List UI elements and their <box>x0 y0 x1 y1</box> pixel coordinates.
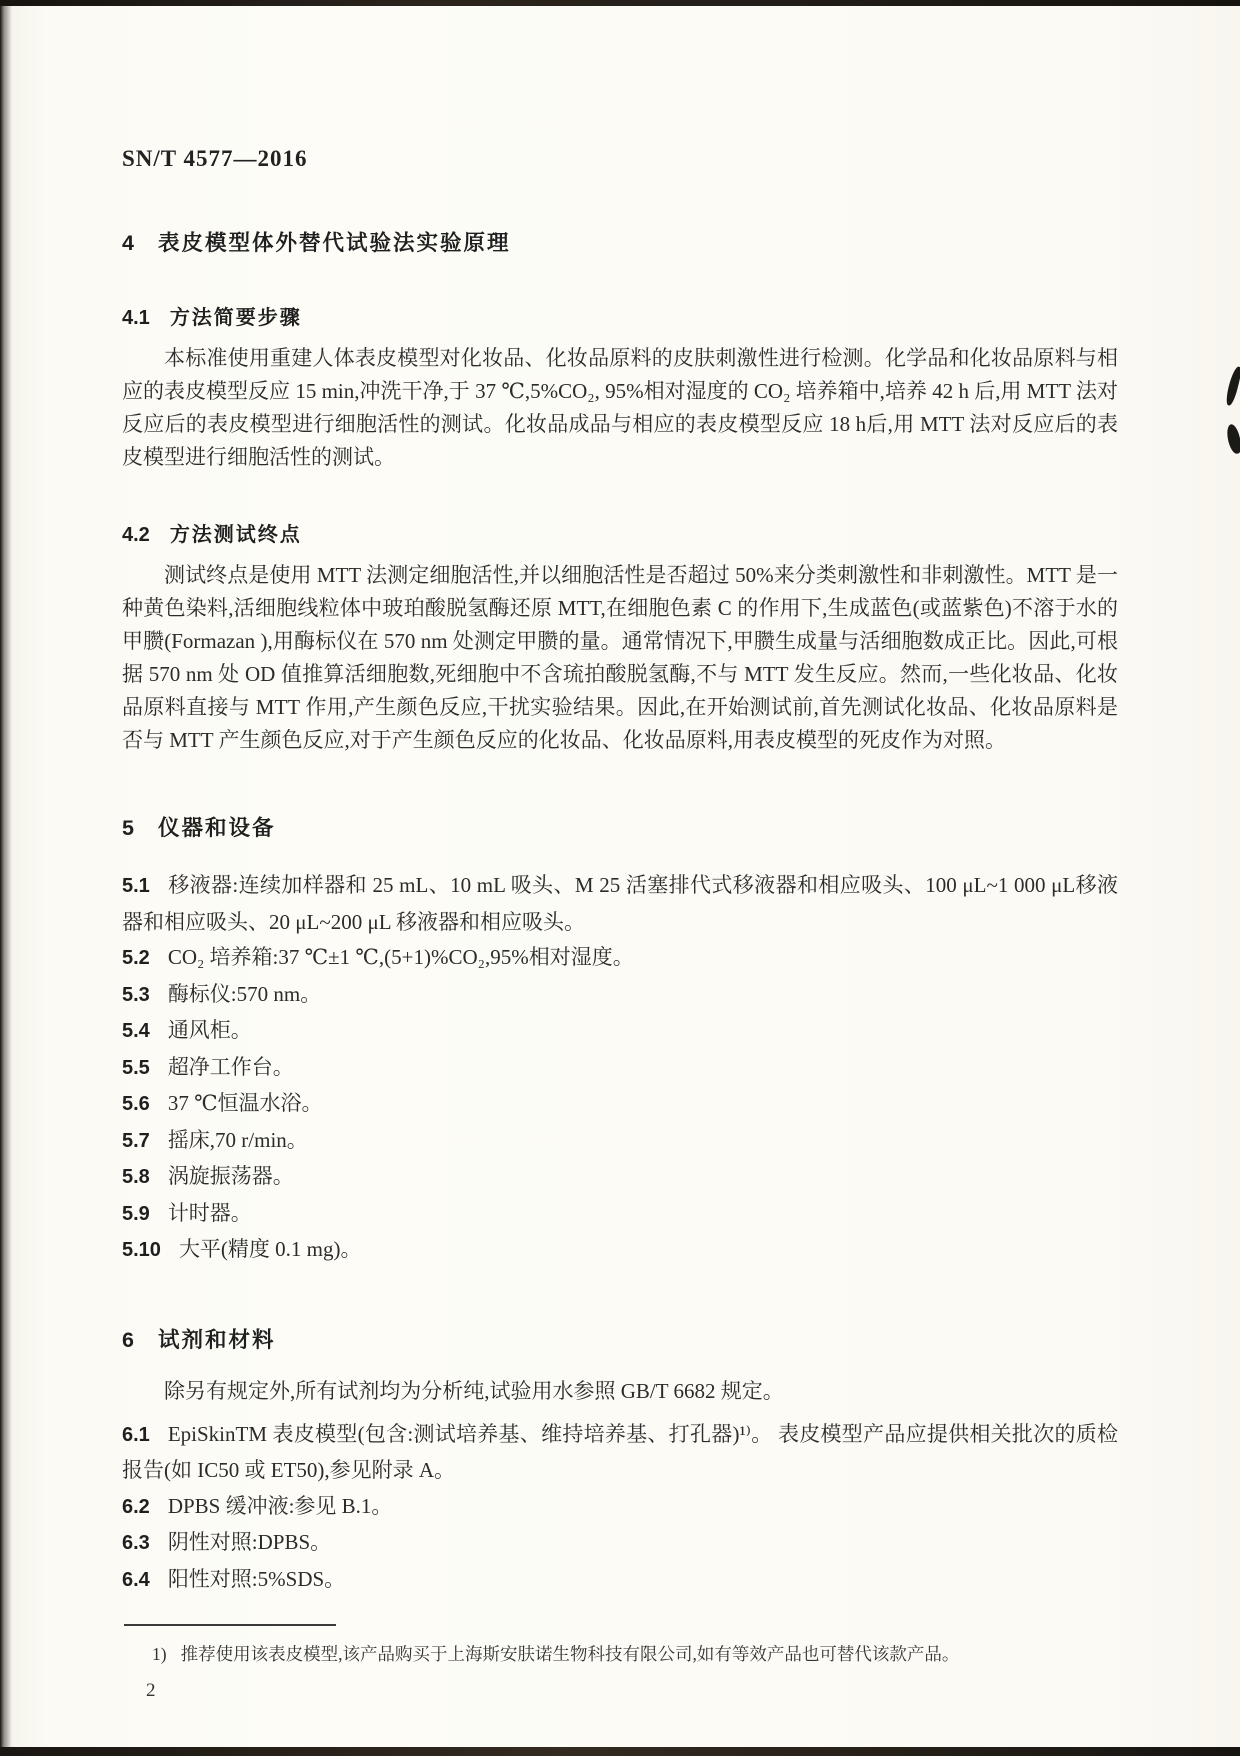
clause-text: 摇床,70 r/min。 <box>167 1127 308 1152</box>
page-number: 2 <box>146 1680 156 1701</box>
clause-number: 5.7 <box>122 1129 150 1152</box>
clause-number: 5.1 <box>122 875 150 897</box>
clause-5-1 <box>122 868 1118 940</box>
clause-number: 5.2 <box>122 947 150 969</box>
footnote <box>122 1642 1118 1666</box>
clause-text: 阴性对照:DPBS。 <box>167 1530 332 1554</box>
section-title: 试剂和材料 <box>157 1327 276 1352</box>
section-4-heading <box>122 226 1118 257</box>
clause-text: 超净工作台。 <box>167 1054 294 1079</box>
clause-text: 移液器:连续加样器和 25 mL、10 mL 吸头、M 25 活塞排代式移液器和相应吸头、100 μL~1 000 μL移液器和相应吸头、20 μL~200 μL 移液器和相应吸头。 <box>122 873 1118 934</box>
section-6-intro: 除另有规定外,所有试剂均为分析纯,试验用水参照 GB/T 6682 规定。 <box>164 1378 784 1403</box>
clause-number: 4.2 <box>122 524 150 546</box>
scan-edge-bottom <box>0 1747 1240 1756</box>
clause-4-2-heading <box>122 518 1118 547</box>
clause-text: 通风柜。 <box>167 1018 252 1042</box>
clause-number: 5.5 <box>122 1056 150 1079</box>
clause-text: 酶标仪:570 nm。 <box>167 981 322 1006</box>
footnote-text: 推荐使用该表皮模型,该产品购买于上海斯安肤诺生物科技有限公司,如有等效产品也可替代该款产品。 <box>180 1644 960 1664</box>
clause-5-10 <box>122 1232 1118 1269</box>
clause-text: EpiSkinTM 表皮模型(包含:测试培养基、维持培养基、打孔器)¹⁾。 表皮模型产品应提供相关批次的质检报告(如 IC50 或 ET50),参见附录 A。 <box>122 1421 1118 1482</box>
clause-6-3 <box>122 1525 1118 1562</box>
clause-5-9 <box>122 1196 1118 1233</box>
clause-5-3 <box>122 977 1118 1014</box>
clause-number: 6.1 <box>122 1423 150 1446</box>
clause-text: 37 ℃恒温水浴。 <box>167 1091 323 1115</box>
clause-4-2-paragraph: 测试终点是使用 MTT 法测定细胞活性,并以细胞活性是否超过 50%来分类刺激性和非刺激性。MTT 是一种黄色染料,活细胞线粒体中玻珀酸脱氢酶还原 MTT,在细胞色素 C 的作用下,生成蓝色(或蓝紫色)不溶于水的甲臜(Formazan ),用酶标仪在 570 nm 处测定甲臜的量。通常情况下,甲臜生成量与活细胞数成正比。因此,可根据 570 nm 处 OD 值推算活细胞数,死细胞中不含琉拍酸脱氢酶,不与 MTT 发生反应。然而,一些化妆品、化妆品原料直接与 MTT 作用,产生颜色反应,干扰实验结果。因此,在开始测试前,首先测试化妆品、化妆品原料是否与 MTT 产生颜色反应,对于产生颜色反应的化妆品、化妆品原料,用表皮模型的死皮作为对照。 <box>122 563 1118 752</box>
clause-number: 5.3 <box>122 983 150 1006</box>
clause-4-1-heading <box>122 301 1118 330</box>
clause-text: CO₂ 培养箱:37 ℃±1 ℃,(5+1)%CO₂,95%相对湿度。 <box>167 945 634 969</box>
clause-5-4 <box>122 1013 1118 1050</box>
clause-6-2 <box>122 1489 1118 1526</box>
clause-5-5 <box>122 1050 1118 1087</box>
clause-5-2 <box>122 940 1118 977</box>
clause-text: DPBS 缓冲液:参见 B.1。 <box>167 1493 393 1518</box>
clause-title: 方法测试终点 <box>169 524 302 546</box>
section-6-clauses <box>122 1417 1118 1599</box>
clause-text: 阳性对照:5%SDS。 <box>167 1566 346 1591</box>
clause-number: 5.6 <box>122 1093 150 1115</box>
clause-number: 6.3 <box>122 1532 150 1554</box>
clause-number: 5.9 <box>122 1202 150 1225</box>
section-5-heading <box>122 811 1118 842</box>
scan-edge-top <box>0 0 1240 6</box>
footnote-divider <box>124 1624 336 1626</box>
section-number: 4 <box>122 231 134 255</box>
clause-number: 4.1 <box>122 307 150 329</box>
doc-code: SN/T 4577—2016 <box>122 146 308 171</box>
clause-text: 大平(精度 0.1 mg)。 <box>178 1237 362 1261</box>
clause-text: 涡旋振荡器。 <box>167 1164 294 1188</box>
clause-number: 5.10 <box>122 1239 161 1261</box>
clause-number: 5.4 <box>122 1020 150 1042</box>
section-5-clauses <box>122 868 1118 1269</box>
section-number: 6 <box>122 1327 134 1352</box>
clause-6-4 <box>122 1562 1118 1599</box>
clause-number: 6.2 <box>122 1495 150 1518</box>
section-number: 5 <box>122 816 134 840</box>
footnote-marker: 1) <box>152 1644 167 1664</box>
clause-6-1 <box>122 1417 1118 1489</box>
clause-number: 5.8 <box>122 1166 150 1188</box>
clause-5-6 <box>122 1086 1118 1123</box>
section-title: 仪器和设备 <box>157 816 276 840</box>
clause-5-8 <box>122 1159 1118 1196</box>
section-6-heading <box>122 1323 1118 1354</box>
clause-title: 方法简要步骤 <box>169 307 302 329</box>
section-title: 表皮模型体外替代试验法实验原理 <box>157 231 511 255</box>
clause-4-1-paragraph: 本标准使用重建人体表皮模型对化妆品、化妆品原料的皮肤刺激性进行检测。化学品和化妆品原料与相应的表皮模型反应 15 min,冲洗干净,于 37 ℃,5%CO₂, 95%相对湿度的 CO₂ 培养箱中,培养 42 h 后,用 MTT 法对反应后的表皮模型进行细胞活性的测试。化妆品成品与相应的表皮模型反应 18 h后,用 MTT 法对反应后的表皮模型进行细胞活性的测试。 <box>122 346 1118 469</box>
scan-edge-left <box>0 0 12 1756</box>
clause-5-7 <box>122 1123 1118 1160</box>
clause-number: 6.4 <box>122 1568 150 1591</box>
clause-text: 计时器。 <box>167 1200 252 1225</box>
